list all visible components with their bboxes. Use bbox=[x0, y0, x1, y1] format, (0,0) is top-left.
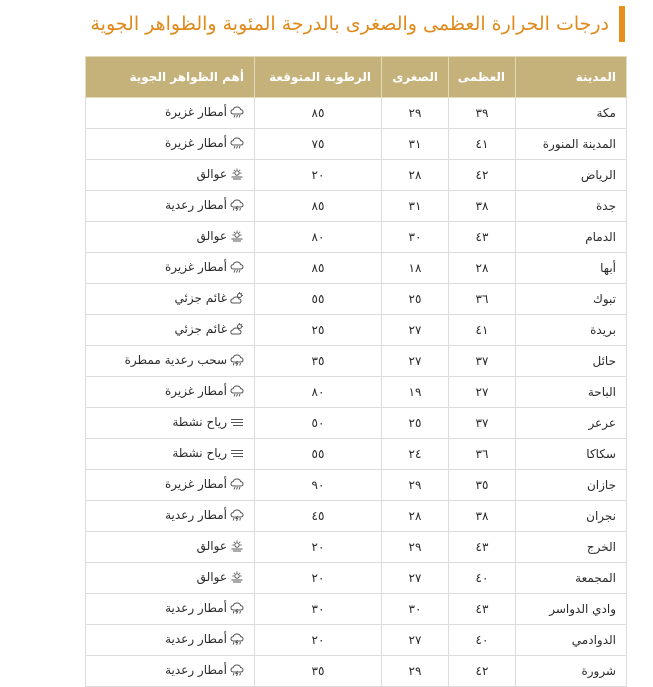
weather-condition bbox=[175, 322, 244, 336]
table-row bbox=[86, 346, 627, 377]
humidity-cell: ٢٠ bbox=[255, 563, 382, 594]
weather-condition bbox=[165, 663, 244, 677]
humidity-cell: ٥٥ bbox=[255, 284, 382, 315]
max-temp-cell: ٤٠ bbox=[449, 563, 516, 594]
city-cell: حائل bbox=[516, 346, 627, 377]
header-weather: أهم الظواهر الجوية bbox=[86, 57, 255, 98]
weather-condition bbox=[165, 105, 244, 119]
heavy-rain-icon bbox=[230, 478, 244, 490]
thunder-rain-icon bbox=[230, 602, 244, 614]
weather-condition bbox=[165, 136, 244, 150]
humidity-cell: ٤٥ bbox=[255, 501, 382, 532]
max-temp-cell: ٤١ bbox=[449, 129, 516, 160]
weather-label: أمطار غزيرة bbox=[164, 136, 227, 150]
humidity-cell: ٩٠ bbox=[255, 470, 382, 501]
min-temp-cell: ٢٧ bbox=[382, 563, 449, 594]
min-temp-cell: ٢٤ bbox=[382, 439, 449, 470]
humidity-cell: ٢٠ bbox=[255, 532, 382, 563]
dust-icon bbox=[230, 540, 244, 552]
weather-condition bbox=[197, 167, 244, 181]
weather-label: سحب رعدية ممطرة bbox=[124, 353, 227, 367]
dust-icon bbox=[230, 168, 244, 180]
max-temp-cell: ٤٣ bbox=[449, 222, 516, 253]
table-row bbox=[86, 656, 627, 687]
dust-icon bbox=[230, 571, 244, 583]
header-max: العظمى bbox=[449, 57, 516, 98]
city-cell: المجمعة bbox=[516, 563, 627, 594]
table-row bbox=[86, 439, 627, 470]
city-cell: جدة bbox=[516, 191, 627, 222]
max-temp-cell: ٢٨ bbox=[449, 253, 516, 284]
weather-cell bbox=[86, 501, 255, 532]
partly-cloudy-icon bbox=[230, 292, 244, 304]
city-cell: جازان bbox=[516, 470, 627, 501]
weather-cell bbox=[86, 377, 255, 408]
weather-label: عوالق bbox=[196, 167, 227, 181]
table-row bbox=[86, 160, 627, 191]
weather-cell bbox=[86, 346, 255, 377]
weather-label: غائم جزئي bbox=[174, 291, 227, 305]
weather-label: رياح نشطة bbox=[172, 446, 227, 460]
weather-condition bbox=[172, 446, 244, 460]
weather-label: أمطار رعدية bbox=[165, 663, 227, 677]
city-cell: الخرج bbox=[516, 532, 627, 563]
min-temp-cell: ٢٩ bbox=[382, 656, 449, 687]
humidity-cell: ٨٠ bbox=[255, 377, 382, 408]
wind-icon bbox=[230, 416, 244, 428]
humidity-cell: ٣٥ bbox=[255, 656, 382, 687]
title-block bbox=[90, 6, 625, 42]
humidity-cell: ٥٠ bbox=[255, 408, 382, 439]
weather-cell bbox=[86, 470, 255, 501]
page-title: درجات الحرارة العظمى والصغرى بالدرجة المئوية والظواهر الجوية bbox=[90, 13, 609, 35]
table-row bbox=[86, 284, 627, 315]
max-temp-cell: ٣٥ bbox=[449, 470, 516, 501]
weather-cell bbox=[86, 439, 255, 470]
weather-label: غائم جزئي bbox=[174, 322, 227, 336]
city-cell: نجران bbox=[516, 501, 627, 532]
wind-icon bbox=[230, 447, 244, 459]
weather-cell bbox=[86, 191, 255, 222]
weather-condition bbox=[175, 291, 244, 305]
table-row bbox=[86, 501, 627, 532]
max-temp-cell: ٤٢ bbox=[449, 160, 516, 191]
table-row bbox=[86, 625, 627, 656]
weather-condition bbox=[165, 508, 244, 522]
max-temp-cell: ٤٣ bbox=[449, 594, 516, 625]
thunder-rain-icon bbox=[230, 199, 244, 211]
thunder-rain-icon bbox=[230, 633, 244, 645]
city-cell: تبوك bbox=[516, 284, 627, 315]
humidity-cell: ٣٠ bbox=[255, 594, 382, 625]
humidity-cell: ٨٥ bbox=[255, 191, 382, 222]
thunder-rain-icon bbox=[230, 354, 244, 366]
table-row bbox=[86, 253, 627, 284]
header-city: المدينة bbox=[516, 57, 627, 98]
min-temp-cell: ١٩ bbox=[382, 377, 449, 408]
min-temp-cell: ٣٠ bbox=[382, 222, 449, 253]
heavy-rain-icon bbox=[230, 385, 244, 397]
max-temp-cell: ٣٨ bbox=[449, 191, 516, 222]
weather-label: أمطار رعدية bbox=[165, 198, 227, 212]
heavy-rain-icon bbox=[230, 261, 244, 273]
humidity-cell: ٥٥ bbox=[255, 439, 382, 470]
city-cell: عرعر bbox=[516, 408, 627, 439]
min-temp-cell: ٢٨ bbox=[382, 160, 449, 191]
min-temp-cell: ٣١ bbox=[382, 191, 449, 222]
min-temp-cell: ٢٧ bbox=[382, 625, 449, 656]
table-row bbox=[86, 315, 627, 346]
table-row bbox=[86, 377, 627, 408]
weather-condition bbox=[197, 229, 244, 243]
weather-label: عوالق bbox=[196, 539, 227, 553]
max-temp-cell: ٣٧ bbox=[449, 346, 516, 377]
header-min: الصغرى bbox=[382, 57, 449, 98]
city-cell: الباحة bbox=[516, 377, 627, 408]
max-temp-cell: ٣٦ bbox=[449, 439, 516, 470]
max-temp-cell: ٣٦ bbox=[449, 284, 516, 315]
weather-label: أمطار رعدية bbox=[165, 601, 227, 615]
min-temp-cell: ٢٧ bbox=[382, 315, 449, 346]
weather-cell bbox=[86, 625, 255, 656]
table-row bbox=[86, 594, 627, 625]
header-humidity: الرطوبة المتوقعة bbox=[255, 57, 382, 98]
max-temp-cell: ٢٧ bbox=[449, 377, 516, 408]
weather-cell bbox=[86, 98, 255, 129]
table-row bbox=[86, 408, 627, 439]
weather-cell bbox=[86, 284, 255, 315]
weather-label: أمطار غزيرة bbox=[164, 260, 227, 274]
max-temp-cell: ٣٧ bbox=[449, 408, 516, 439]
max-temp-cell: ٣٩ bbox=[449, 98, 516, 129]
weather-label: أمطار غزيرة bbox=[164, 477, 227, 491]
humidity-cell: ٧٥ bbox=[255, 129, 382, 160]
title-accent-bar bbox=[619, 6, 625, 42]
table-row bbox=[86, 563, 627, 594]
weather-condition bbox=[197, 539, 244, 553]
dust-icon bbox=[230, 230, 244, 242]
min-temp-cell: ١٨ bbox=[382, 253, 449, 284]
weather-label: عوالق bbox=[196, 229, 227, 243]
table-header-row bbox=[86, 57, 627, 98]
city-cell: المدينة المنورة bbox=[516, 129, 627, 160]
city-cell: الرياض bbox=[516, 160, 627, 191]
thunder-rain-icon bbox=[230, 664, 244, 676]
weather-label: أمطار غزيرة bbox=[164, 105, 227, 119]
heavy-rain-icon bbox=[230, 106, 244, 118]
max-temp-cell: ٤١ bbox=[449, 315, 516, 346]
max-temp-cell: ٤٣ bbox=[449, 532, 516, 563]
min-temp-cell: ٢٩ bbox=[382, 98, 449, 129]
heavy-rain-icon bbox=[230, 137, 244, 149]
weather-condition bbox=[165, 260, 244, 274]
city-cell: بريدة bbox=[516, 315, 627, 346]
city-cell: الدوادمي bbox=[516, 625, 627, 656]
weather-label: أمطار رعدية bbox=[165, 632, 227, 646]
table-row bbox=[86, 129, 627, 160]
humidity-cell: ٨٥ bbox=[255, 98, 382, 129]
partly-cloudy-icon bbox=[230, 323, 244, 335]
weather-label: عوالق bbox=[196, 570, 227, 584]
weather-cell bbox=[86, 408, 255, 439]
weather-label: أمطار رعدية bbox=[165, 508, 227, 522]
weather-condition bbox=[125, 353, 244, 367]
city-cell: أبها bbox=[516, 253, 627, 284]
weather-cell bbox=[86, 315, 255, 346]
city-cell: الدمام bbox=[516, 222, 627, 253]
min-temp-cell: ٣٠ bbox=[382, 594, 449, 625]
min-temp-cell: ٢٩ bbox=[382, 470, 449, 501]
table-row bbox=[86, 532, 627, 563]
min-temp-cell: ٢٧ bbox=[382, 346, 449, 377]
humidity-cell: ٣٥ bbox=[255, 346, 382, 377]
humidity-cell: ٨٠ bbox=[255, 222, 382, 253]
weather-condition bbox=[172, 415, 244, 429]
min-temp-cell: ٢٥ bbox=[382, 408, 449, 439]
city-cell: شرورة bbox=[516, 656, 627, 687]
weather-condition bbox=[197, 570, 244, 584]
table-row bbox=[86, 222, 627, 253]
city-cell: سكاكا bbox=[516, 439, 627, 470]
weather-condition bbox=[165, 384, 244, 398]
humidity-cell: ٨٥ bbox=[255, 253, 382, 284]
min-temp-cell: ٢٥ bbox=[382, 284, 449, 315]
weather-cell bbox=[86, 656, 255, 687]
humidity-cell: ٢٥ bbox=[255, 315, 382, 346]
table-row bbox=[86, 98, 627, 129]
weather-cell bbox=[86, 160, 255, 191]
max-temp-cell: ٤٠ bbox=[449, 625, 516, 656]
weather-condition bbox=[165, 477, 244, 491]
weather-cell bbox=[86, 563, 255, 594]
weather-condition bbox=[165, 601, 244, 615]
weather-condition bbox=[165, 198, 244, 212]
weather-label: أمطار غزيرة bbox=[164, 384, 227, 398]
humidity-cell: ٢٠ bbox=[255, 625, 382, 656]
weather-cell bbox=[86, 129, 255, 160]
humidity-cell: ٢٠ bbox=[255, 160, 382, 191]
weather-cell bbox=[86, 222, 255, 253]
min-temp-cell: ٢٩ bbox=[382, 532, 449, 563]
city-cell: وادي الدواسر bbox=[516, 594, 627, 625]
weather-cell bbox=[86, 594, 255, 625]
city-cell: مكة bbox=[516, 98, 627, 129]
weather-table bbox=[85, 56, 627, 687]
max-temp-cell: ٣٨ bbox=[449, 501, 516, 532]
table-body bbox=[86, 98, 627, 687]
min-temp-cell: ٢٨ bbox=[382, 501, 449, 532]
max-temp-cell: ٤٢ bbox=[449, 656, 516, 687]
weather-label: رياح نشطة bbox=[172, 415, 227, 429]
thunder-rain-icon bbox=[230, 509, 244, 521]
weather-cell bbox=[86, 532, 255, 563]
table-row bbox=[86, 470, 627, 501]
min-temp-cell: ٣١ bbox=[382, 129, 449, 160]
table-row bbox=[86, 191, 627, 222]
weather-cell bbox=[86, 253, 255, 284]
weather-condition bbox=[165, 632, 244, 646]
